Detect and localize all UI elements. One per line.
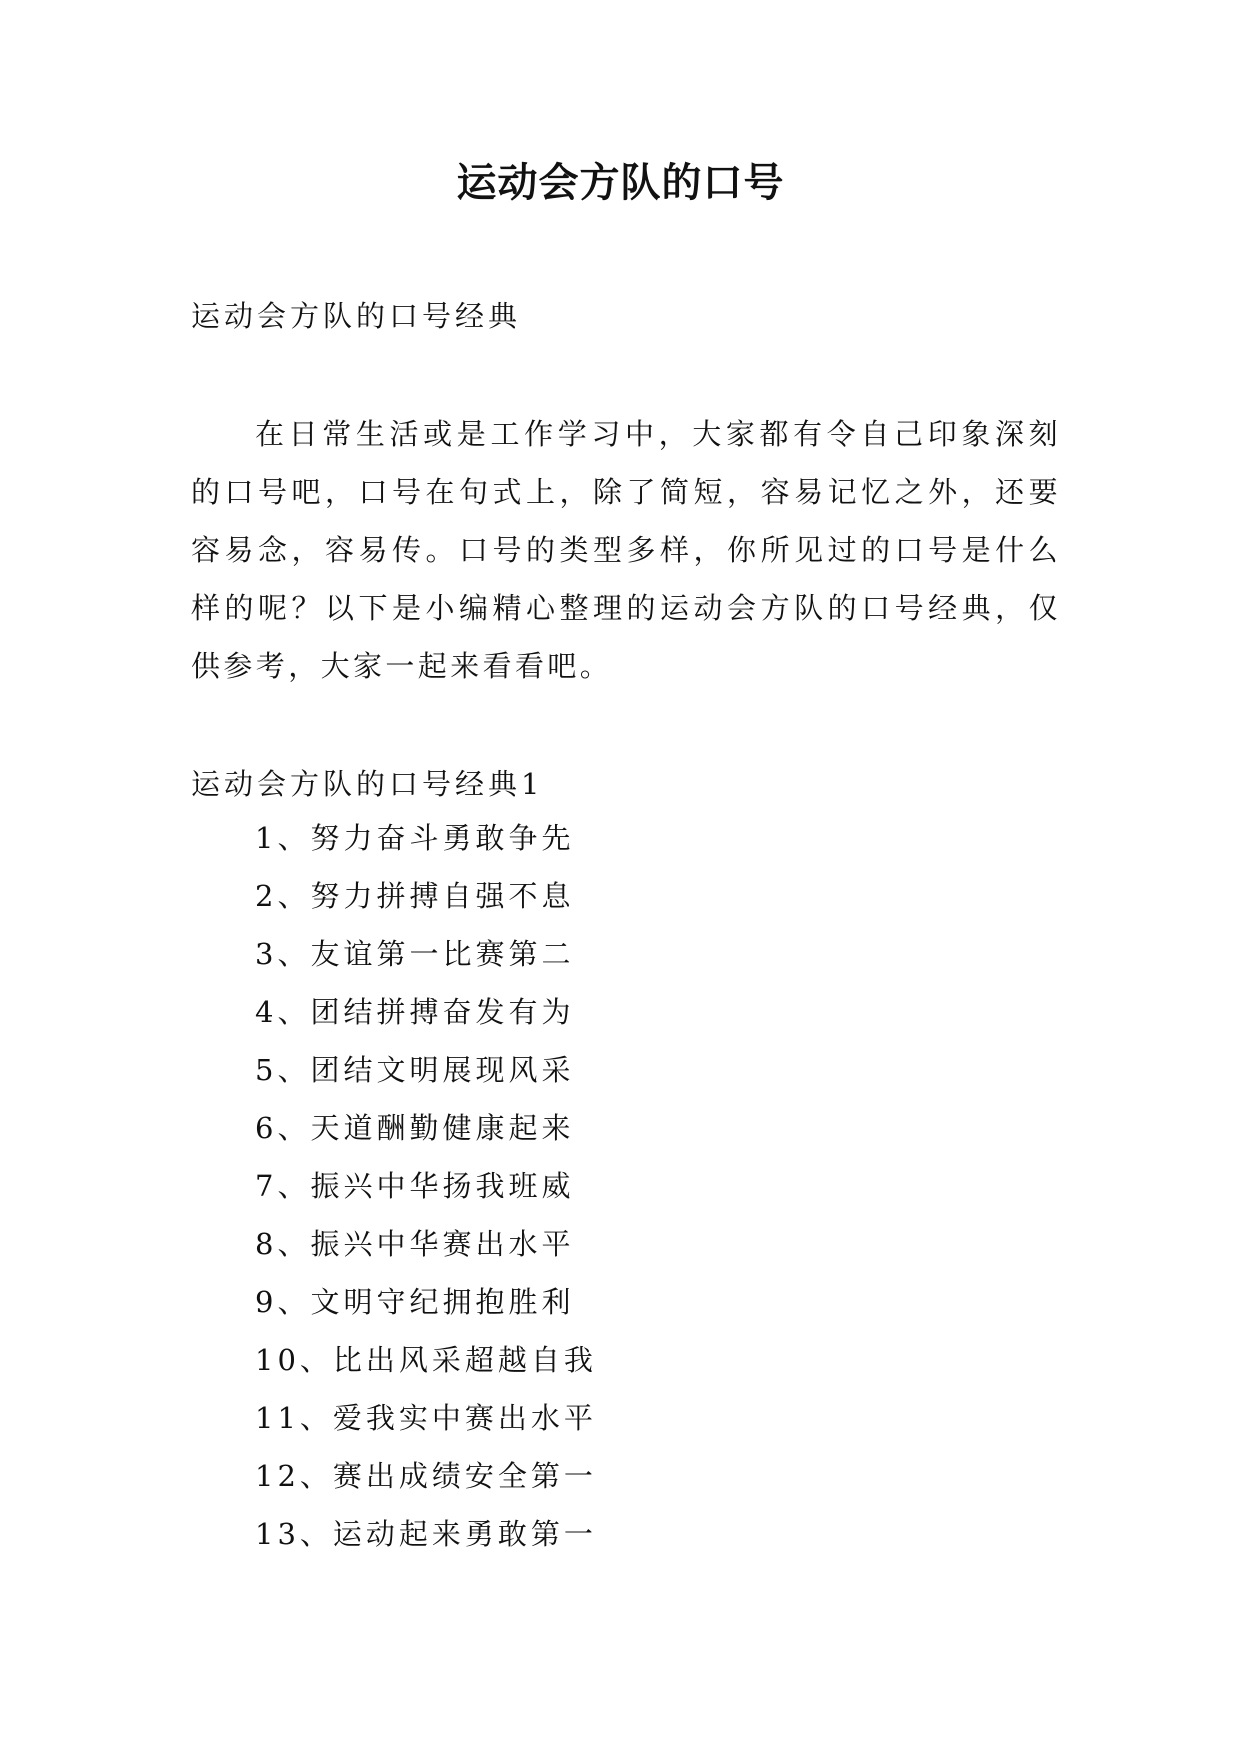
slogan-item: 11、爱我实中赛出水平 <box>255 1401 597 1435</box>
slogan-item: 13、运动起来勇敢第一 <box>255 1517 597 1551</box>
slogan-item: 4、团结拼搏奋发有为 <box>255 995 575 1029</box>
slogan-list <box>255 818 597 1572</box>
slogan-item: 3、友谊第一比赛第二 <box>255 937 575 971</box>
slogan-item: 2、努力拼搏自强不息 <box>255 879 575 913</box>
slogan-item: 9、文明守纪拥抱胜利 <box>255 1285 575 1319</box>
document-subtitle: 运动会方队的口号经典 <box>191 299 522 333</box>
slogan-item: 8、振兴中华赛出水平 <box>255 1227 575 1261</box>
section-heading: 运动会方队的口号经典1 <box>191 767 544 801</box>
slogan-item: 1、努力奋斗勇敢争先 <box>255 821 575 855</box>
slogan-item: 6、天道酬勤健康起来 <box>255 1111 575 1145</box>
document-title: 运动会方队的口号 <box>456 160 785 206</box>
slogan-item: 5、团结文明展现风采 <box>255 1053 575 1087</box>
slogan-item: 12、赛出成绩安全第一 <box>255 1459 597 1493</box>
slogan-item: 10、比出风采超越自我 <box>255 1343 597 1377</box>
intro-paragraph: 在日常生活或是工作学习中，大家都有令自己印象深刻的口号吧，口号在句式上，除了简短，容易记忆之外，还要容易念，容易传。口号的类型多样，你所见过的口号是什么样的呢？以下是小编精心整理的运动会方队的口号经典，仅供参考，大家一起来看看吧。 <box>191 417 1061 683</box>
slogan-item: 7、振兴中华扬我班威 <box>255 1169 575 1203</box>
